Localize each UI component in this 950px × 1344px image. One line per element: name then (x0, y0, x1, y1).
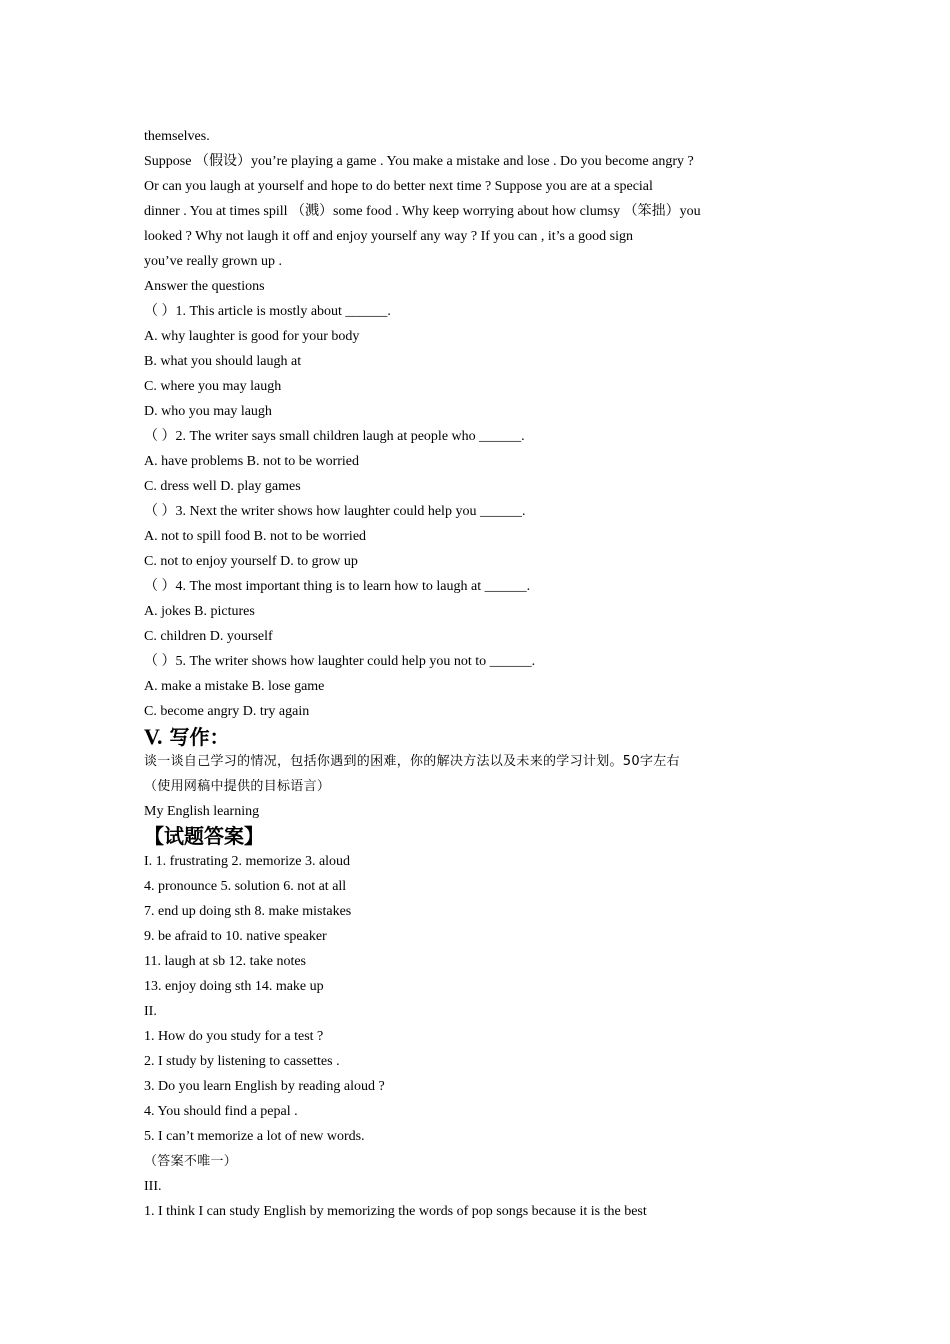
question-line: （ ）1. This article is mostly about ______. (144, 304, 391, 319)
answer-line: 11. laugh at sb 12. take notes (144, 954, 307, 969)
answer-line: 4. pronounce 5. solution 6. not at all (144, 879, 347, 894)
question-option: D. who you may laugh (144, 404, 272, 419)
document-page (144, 124, 784, 1224)
question-line: （ ）2. The writer says small children laugh at people who ______. (144, 429, 525, 444)
question-option: A. make a mistake B. lose game (144, 679, 325, 694)
answer-note: （答案不唯一） (144, 1154, 238, 1169)
question-option: A. not to spill food B. not to be worried (144, 529, 367, 544)
question-option: C. dress well D. play games (144, 479, 301, 494)
answer-line: 13. enjoy doing sth 14. make up (144, 979, 324, 994)
answer-line: I. 1. frustrating 2. memorize 3. aloud (144, 854, 351, 869)
passage-line: themselves. (144, 129, 210, 144)
answer-line: 1. I think I can study English by memorizing the words of pop songs because it is the best (144, 1204, 647, 1219)
answer-section-label: III. (144, 1179, 162, 1194)
passage-line: dinner . You at times spill （溅）some food . Why keep worrying about how clumsy （笨拙）you (144, 204, 701, 219)
question-option: C. become angry D. try again (144, 704, 310, 719)
question-option: C. where you may laugh (144, 379, 282, 394)
question-line: （ ）5. The writer shows how laughter could help you not to ______. (144, 654, 536, 669)
question-option: A. have problems B. not to be worried (144, 454, 360, 469)
answer-section-label: II. (144, 1004, 157, 1019)
question-option: A. jokes B. pictures (144, 604, 255, 619)
passage-line: looked ? Why not laugh it off and enjoy yourself any way ? If you can , it’s a good sign (144, 229, 633, 244)
question-option: C. children D. yourself (144, 629, 273, 644)
answer-line: 5. I can’t memorize a lot of new words. (144, 1129, 365, 1144)
writing-title: My English learning (144, 804, 260, 819)
answer-line: 2. I study by listening to cassettes . (144, 1054, 340, 1069)
answer-line: 7. end up doing sth 8. make mistakes (144, 904, 352, 919)
question-line: （ ）3. Next the writer shows how laughter could help you ______. (144, 504, 526, 519)
writing-note: （使用网稿中提供的目标语言） (144, 779, 331, 794)
question-option: A. why laughter is good for your body (144, 329, 360, 344)
question-option: C. not to enjoy yourself D. to grow up (144, 554, 358, 569)
passage-line: you’ve really grown up . (144, 254, 283, 269)
writing-prompt: 谈一谈自己学习的情况，包括你遇到的困难，你的解决方法以及未来的学习计划。50字左右 (144, 754, 680, 769)
passage-line: Suppose （假设）you’re playing a game . You make a mistake and lose . Do you become angry ? (144, 154, 694, 169)
writing-heading-text: 写作： (169, 725, 230, 749)
passage-line: Or can you laugh at yourself and hope to do better next time ? Suppose you are at a special (144, 179, 653, 194)
answer-line: 9. be afraid to 10. native speaker (144, 929, 327, 944)
writing-heading-number: V. (144, 724, 163, 749)
answer-line: 3. Do you learn English by reading aloud ? (144, 1079, 385, 1094)
answer-line: 4. You should find a pepal . (144, 1104, 298, 1119)
answer-line: 1. How do you study for a test ? (144, 1029, 324, 1044)
answers-heading: 【试题答案】 (144, 824, 264, 848)
question-line: （ ）4. The most important thing is to learn how to laugh at ______. (144, 579, 531, 594)
questions-intro: Answer the questions (144, 279, 265, 294)
question-option: B. what you should laugh at (144, 354, 302, 369)
writing-heading (144, 724, 784, 749)
